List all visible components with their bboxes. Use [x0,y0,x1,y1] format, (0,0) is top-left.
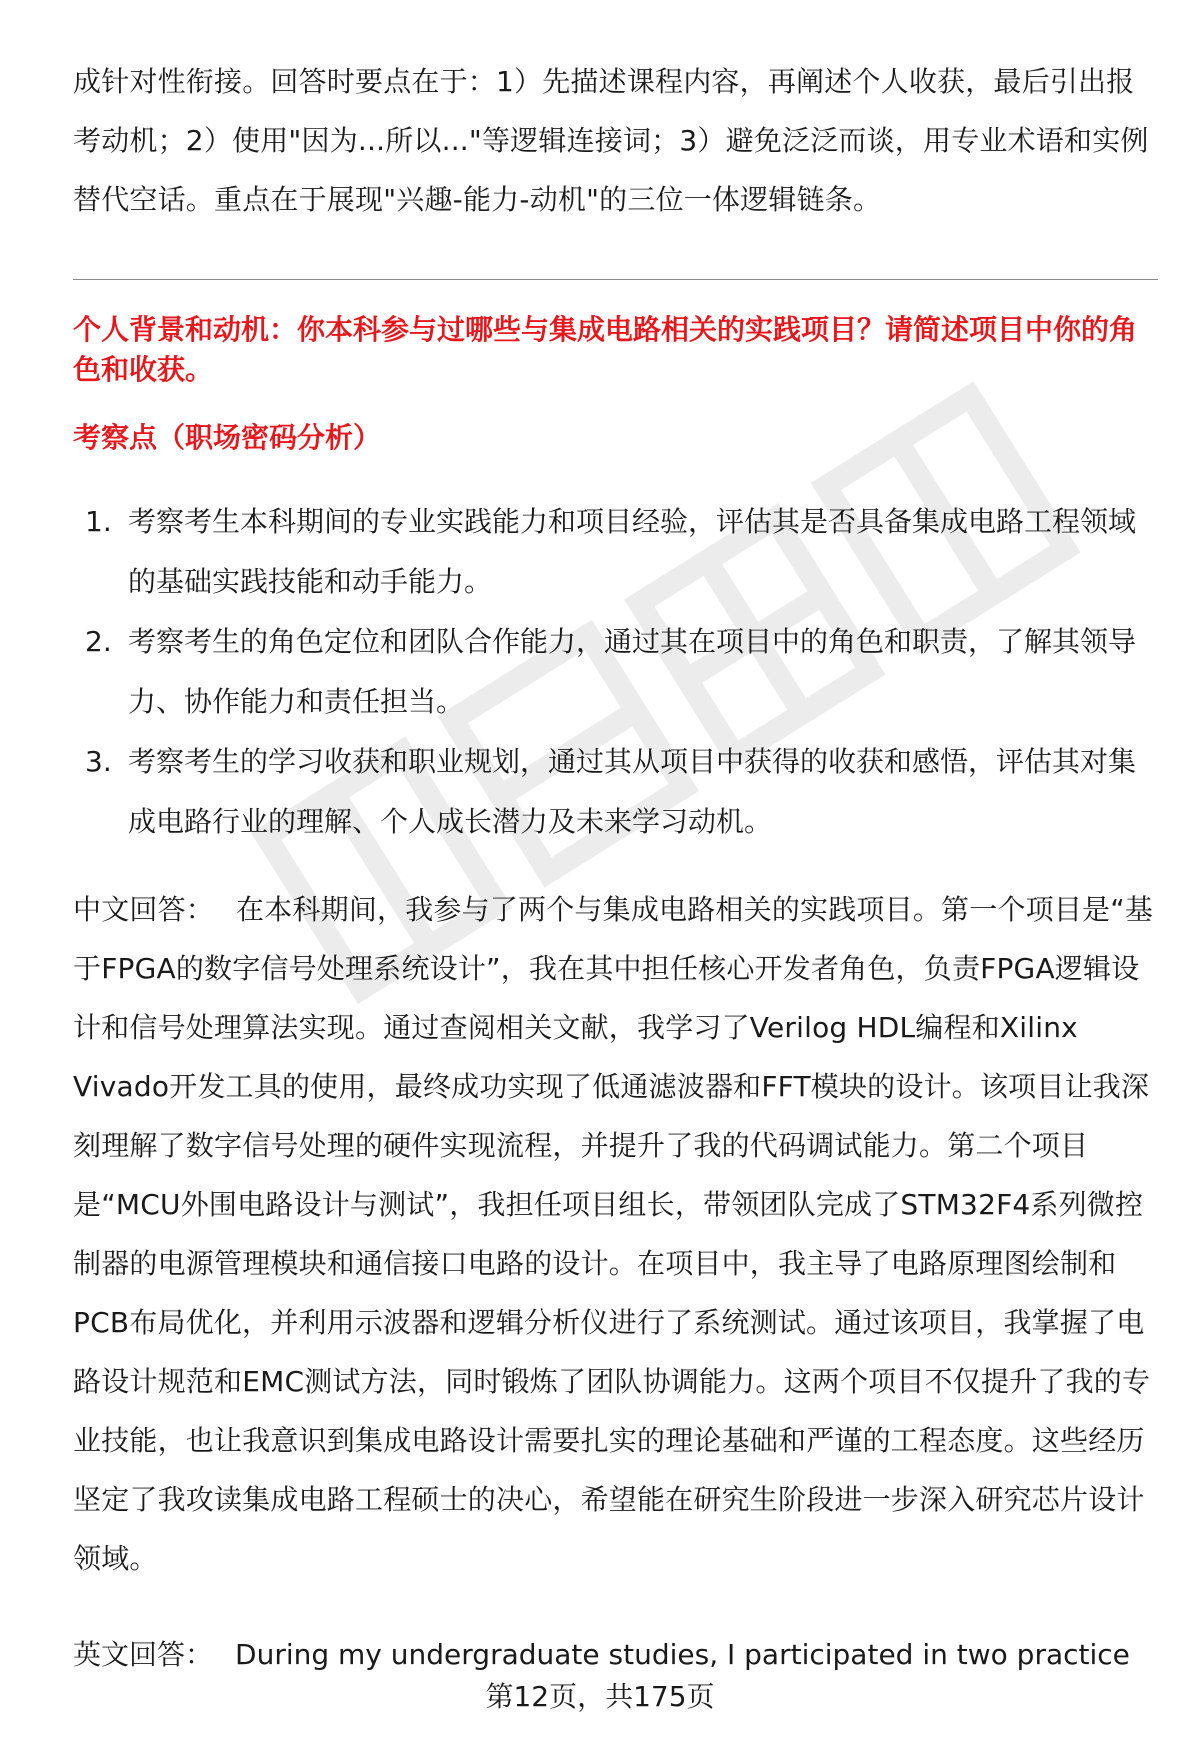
analysis-title: 考察点（职场密码分析） [73,421,382,454]
point-number: 3. [85,745,112,778]
analysis-point [73,612,1158,732]
page-number-footer: 第12页，共175页 [485,1680,715,1713]
analysis-points-list [73,492,1158,852]
analysis-point [73,492,1158,612]
english-answer-label: 英文回答： [73,1638,214,1671]
chinese-answer-label: 中文回答： [73,893,215,926]
point-number: 2. [85,625,112,658]
point-text: 考察考生的角色定位和团队合作能力，通过其在项目中的角色和职责，了解其领导力、协作能力和责任担当。 [128,625,1137,718]
chinese-answer-paragraph [73,880,1158,1588]
section-divider [73,279,1158,280]
point-text: 考察考生的学习收获和职业规划，通过其从项目中获得的收获和感悟，评估其对集成电路行业的理解、个人成长潜力及未来学习动机。 [128,745,1137,838]
chinese-answer-text: 在本科期间，我参与了两个与集成电路相关的实践项目。第一个项目是“基于FPGA的数字信号处理系统设计”，我在其中担任核心开发者角色，负责FPGA逻辑设计和信号处理算法实现。通过查阅相关文献，我学习了Verilog HDL编程和Xilinx Vivado开发工具的使用，最终成功实现了低通滤波器和FFT模块的设计。该项目让我深刻理解了数字信号处理的硬件实现流程，并提升了我的代码调试能力。第二个项目是“MCU外围电路设计与测试”，我担任项目组长，带领团队完成了STM32F4系列微控制器的电源管理模块和通信接口电路的设计。在项目中，我主导了电路原理图绘制和PCB布局优化，并利用示波器和逻辑分析仪进行了系统测试。通过该项目，我掌握了电路设计规范和EMC测试方法，同时锻炼了团队协调能力。这两个项目不仅提升了我的专业技能，也让我意识到集成电路设计需要扎实的理论基础和严谨的工程态度。这些经历坚定了我攻读集成电路工程硕士的决心，希望能在研究生阶段进一步深入研究芯片设计领域。 [73,893,1154,1575]
analysis-point [73,732,1158,852]
point-text: 考察考生本科期间的专业实践能力和项目经验，评估其是否具备集成电路工程领域的基础实践技能和动手能力。 [128,505,1137,598]
question-heading: 个人背景和动机：你本科参与过哪些与集成电路相关的实践项目？请简述项目中你的角色和收获。 [73,313,1138,386]
point-number: 1. [85,505,112,538]
intro-paragraph: 成针对性衔接。回答时要点在于：1）先描述课程内容，再阐述个人收获，最后引出报考动机；2）使用"因为...所以..."等逻辑连接词；3）避免泛泛而谈，用专业术语和实例替代空话。重点在于展现"兴趣-能力-动机"的三位一体逻辑链条。 [73,65,1149,216]
english-answer-text: During my undergraduate studies, I participated in two practice [235,1638,1130,1671]
